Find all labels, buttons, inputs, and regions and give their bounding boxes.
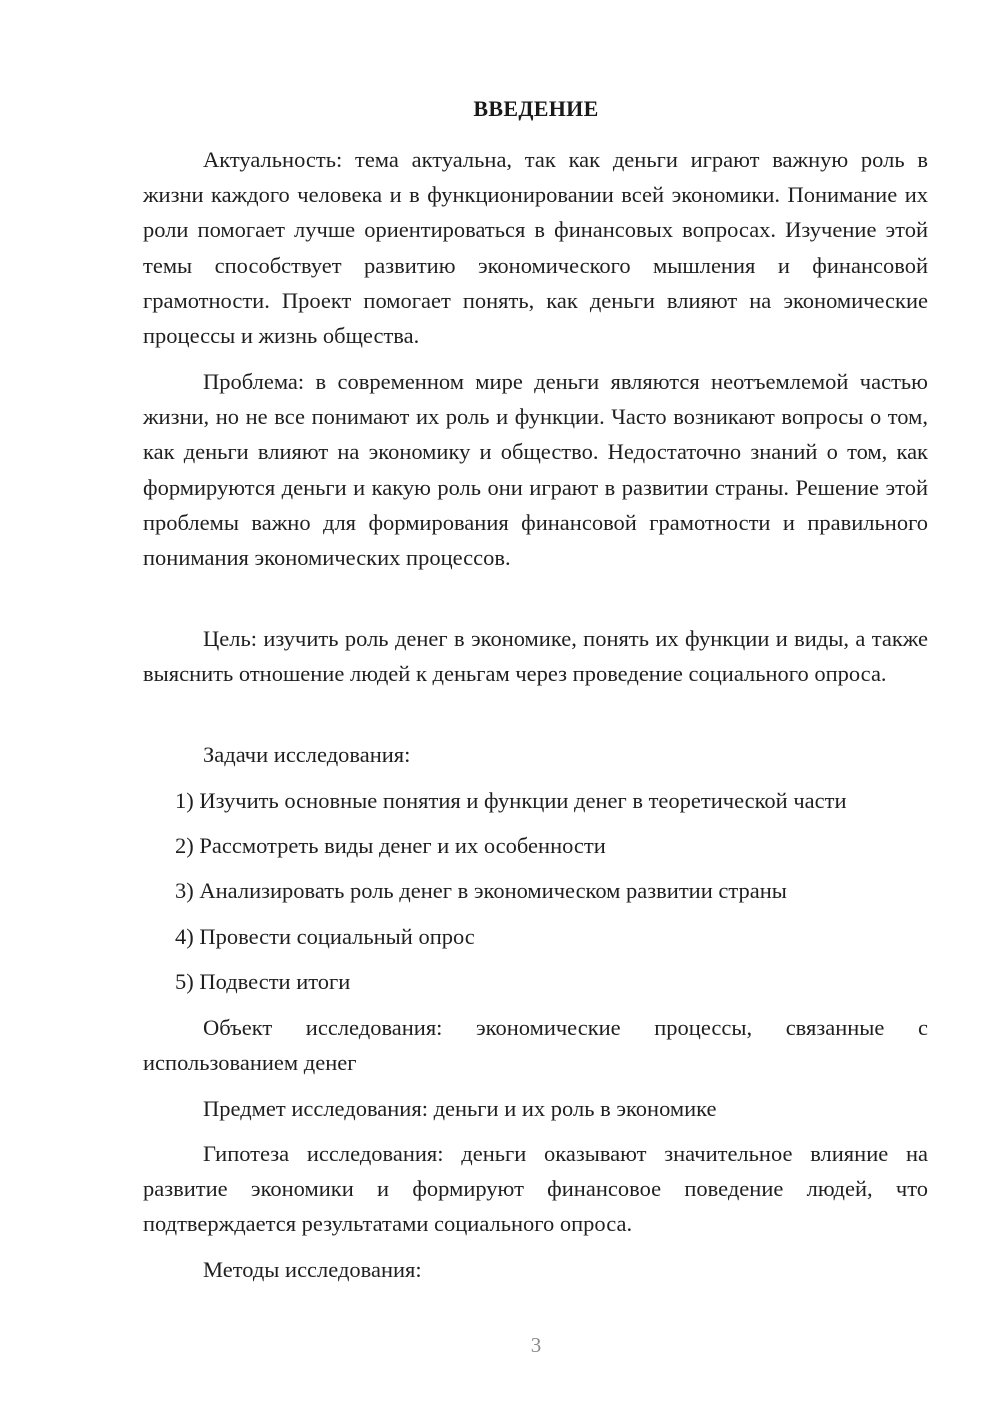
methods-heading: Методы исследования: [203,1257,422,1282]
paragraph-hypothesis: Гипотеза исследования: деньги оказывают значительное влияние на развитие экономики и формируют финансовое поведение людей, что подтверждается результатами социального опроса. [143,1141,928,1237]
task-item: 2) Рассмотреть виды денег и их особенности [175,833,606,858]
page-number: 3 [530,1333,542,1357]
paragraph-relevance: Актуальность: тема актуальна, так как деньги играют важную роль в жизни каждого человека и в функционировании всей экономики. Понимание их роли помогает лучше ориентироваться в финансовых вопросах. Изучение этой темы способствует развитию экономического мышления и финансовой грамотности. Проект помогает понять, как деньги влияют на экономические процессы и жизнь общества. [143,147,928,349]
task-item: 1) Изучить основные понятия и функции денег в теоретической части [175,788,847,813]
paragraph-object: Объект исследования: экономические процессы, связанные с использованием денег [143,1015,928,1076]
task-item: 4) Провести социальный опрос [175,924,475,949]
tasks-heading: Задачи исследования: [203,742,411,767]
task-item: 5) Подвести итоги [175,969,351,994]
paragraph-subject: Предмет исследования: деньги и их роль в экономике [203,1096,717,1121]
section-heading: ВВЕДЕНИЕ [473,96,599,121]
paragraph-goal: Цель: изучить роль денег в экономике, понять их функции и виды, а также выяснить отношение людей к деньгам через проведение социального опроса. [143,626,928,687]
paragraph-problem: Проблема: в современном мире деньги являются неотъемлемой частью жизни, но не все понимают их роль и функции. Часто возникают вопросы о том, как деньги влияют на экономику и общество. Недостаточно знаний о том, как формируются деньги и какую роль они играют в развитии страны. Решение этой проблемы важно для формирования финансовой грамотности и правильного понимания экономических процессов. [143,369,928,571]
task-item: 3) Анализировать роль денег в экономическом развитии страны [175,878,787,903]
